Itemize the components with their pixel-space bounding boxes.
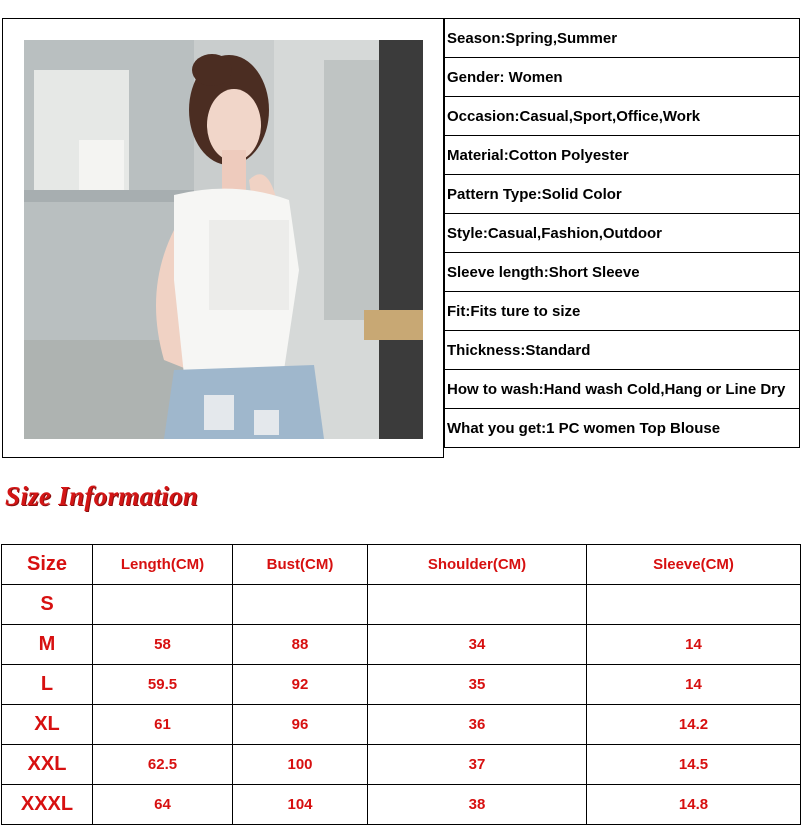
model-illustration <box>24 40 423 439</box>
header-bust: Bust(CM) <box>233 545 368 585</box>
shoulder-value: 37 <box>368 745 587 785</box>
size-information-heading: Size Information <box>5 481 199 511</box>
table-row <box>2 705 801 745</box>
header-length: Length(CM) <box>93 545 233 585</box>
spec-row <box>445 19 800 58</box>
size-label: XXL <box>2 745 93 785</box>
spec-table <box>444 18 800 448</box>
table-row <box>2 785 801 825</box>
size-label: XL <box>2 705 93 745</box>
size-table <box>1 544 801 825</box>
table-row <box>2 625 801 665</box>
table-row <box>2 745 801 785</box>
spec-row <box>445 370 800 409</box>
spec-row <box>445 175 800 214</box>
sleeve-value: 14 <box>587 665 801 705</box>
spec-occasion: Occasion:Casual,Sport,Office,Work <box>445 97 800 136</box>
spec-row <box>445 58 800 97</box>
size-table-header-row <box>2 545 801 585</box>
length-value: 64 <box>93 785 233 825</box>
spec-row <box>445 292 800 331</box>
bust-value: 100 <box>233 745 368 785</box>
bust-value: 88 <box>233 625 368 665</box>
spec-style: Style:Casual,Fashion,Outdoor <box>445 214 800 253</box>
length-value: 62.5 <box>93 745 233 785</box>
size-label: M <box>2 625 93 665</box>
bust-value: 92 <box>233 665 368 705</box>
sleeve-value: 14.8 <box>587 785 801 825</box>
size-label: XXXL <box>2 785 93 825</box>
spec-pattern-type: Pattern Type:Solid Color <box>445 175 800 214</box>
spec-row <box>445 253 800 292</box>
spec-row <box>445 214 800 253</box>
spec-thickness: Thickness:Standard <box>445 331 800 370</box>
shoulder-value: 38 <box>368 785 587 825</box>
shoulder-value: 36 <box>368 705 587 745</box>
shoulder-value <box>368 585 587 625</box>
shoulder-value: 34 <box>368 625 587 665</box>
product-overview <box>0 18 802 460</box>
header-sleeve: Sleeve(CM) <box>587 545 801 585</box>
sleeve-value: 14.5 <box>587 745 801 785</box>
table-row <box>2 585 801 625</box>
spec-row <box>445 409 800 448</box>
product-photo-cell <box>2 18 444 458</box>
spec-sleeve-length: Sleeve length:Short Sleeve <box>445 253 800 292</box>
length-value: 59.5 <box>93 665 233 705</box>
length-value: 61 <box>93 705 233 745</box>
spec-gender: Gender: Women <box>445 58 800 97</box>
spec-fit: Fit:Fits ture to size <box>445 292 800 331</box>
spec-row <box>445 331 800 370</box>
header-size: Size <box>2 545 93 585</box>
product-photo <box>24 40 423 439</box>
spec-how-to-wash: How to wash:Hand wash Cold,Hang or Line Dry <box>445 370 800 409</box>
size-label: L <box>2 665 93 705</box>
size-label: S <box>2 585 93 625</box>
spec-row <box>445 97 800 136</box>
spec-what-you-get: What you get:1 PC women Top Blouse <box>445 409 800 448</box>
bust-value <box>233 585 368 625</box>
sleeve-value: 14 <box>587 625 801 665</box>
spec-row <box>445 136 800 175</box>
bust-value: 104 <box>233 785 368 825</box>
spec-material: Material:Cotton Polyester <box>445 136 800 175</box>
sleeve-value: 14.2 <box>587 705 801 745</box>
length-value <box>93 585 233 625</box>
header-shoulder: Shoulder(CM) <box>368 545 587 585</box>
spec-season: Season:Spring,Summer <box>445 19 800 58</box>
table-row <box>2 665 801 705</box>
bust-value: 96 <box>233 705 368 745</box>
shoulder-value: 35 <box>368 665 587 705</box>
sleeve-value <box>587 585 801 625</box>
length-value: 58 <box>93 625 233 665</box>
